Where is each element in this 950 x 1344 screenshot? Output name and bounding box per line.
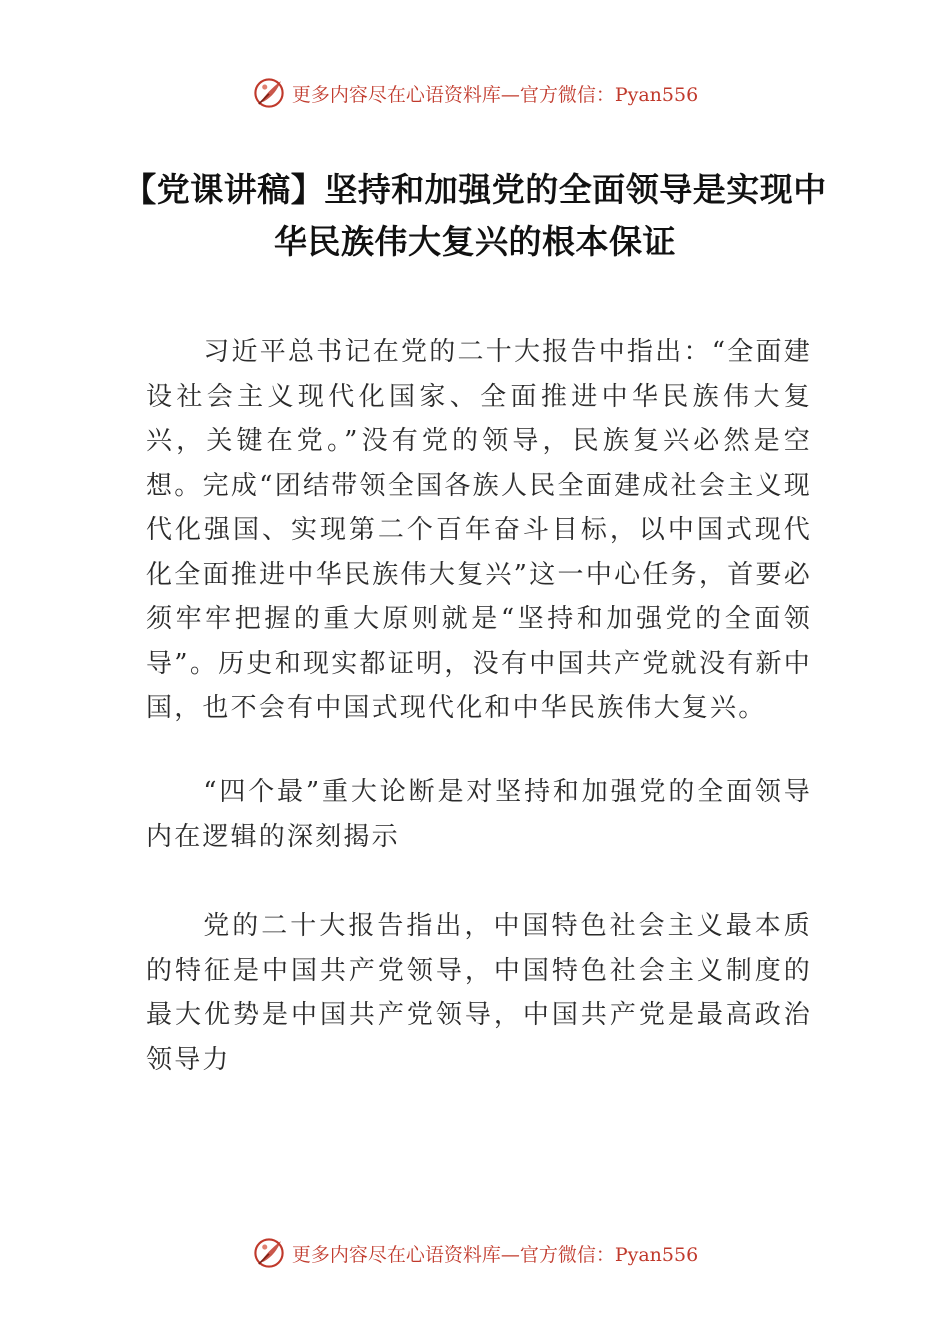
header-banner-text: 更多内容尽在心语资料库—官方微信：Pyan556 [291,83,699,106]
section-heading-four-most: “四个最”重大论断是对坚持和加强党的全面领导内在逻辑的深刻揭示 [146,777,812,852]
paragraph-report-points: 党的二十大报告指出，中国特色社会主义最本质的特征是中国共产党领导，中国特色社会主义制度的最大优势是中国共产党领导，中国共产党是最高政治领导力 [146,911,812,1075]
footer-banner-text: 更多内容尽在心语资料库—官方微信：Pyan556 [291,1243,699,1266]
document-title: 【党课讲稿】坚持和加强党的全面领导是实现中华民族伟大复兴的根本保证 [123,170,827,261]
quill-logo-icon [252,76,286,110]
header-banner [0,73,950,113]
paragraph-intro: 习近平总书记在党的二十大报告中指出：“全面建设社会主义现代化国家、全面推进中华民族伟大复兴，关键在党。”没有党的领导，民族复兴必然是空想。完成“团结带领全国各族人民全面建成社会主义现代化强国、实现第二个百年奋斗目标，以中国式现代化全面推进中华民族伟大复兴”这一中心任务，首要必须牢牢把握的重大原则就是“坚持和加强党的全面领导”。历史和现实都证明，没有中国共产党就没有新中国，也不会有中国式现代化和中华民族伟大复兴。 [146,337,812,723]
footer-banner [0,1233,950,1273]
quill-logo-icon [252,1236,286,1270]
